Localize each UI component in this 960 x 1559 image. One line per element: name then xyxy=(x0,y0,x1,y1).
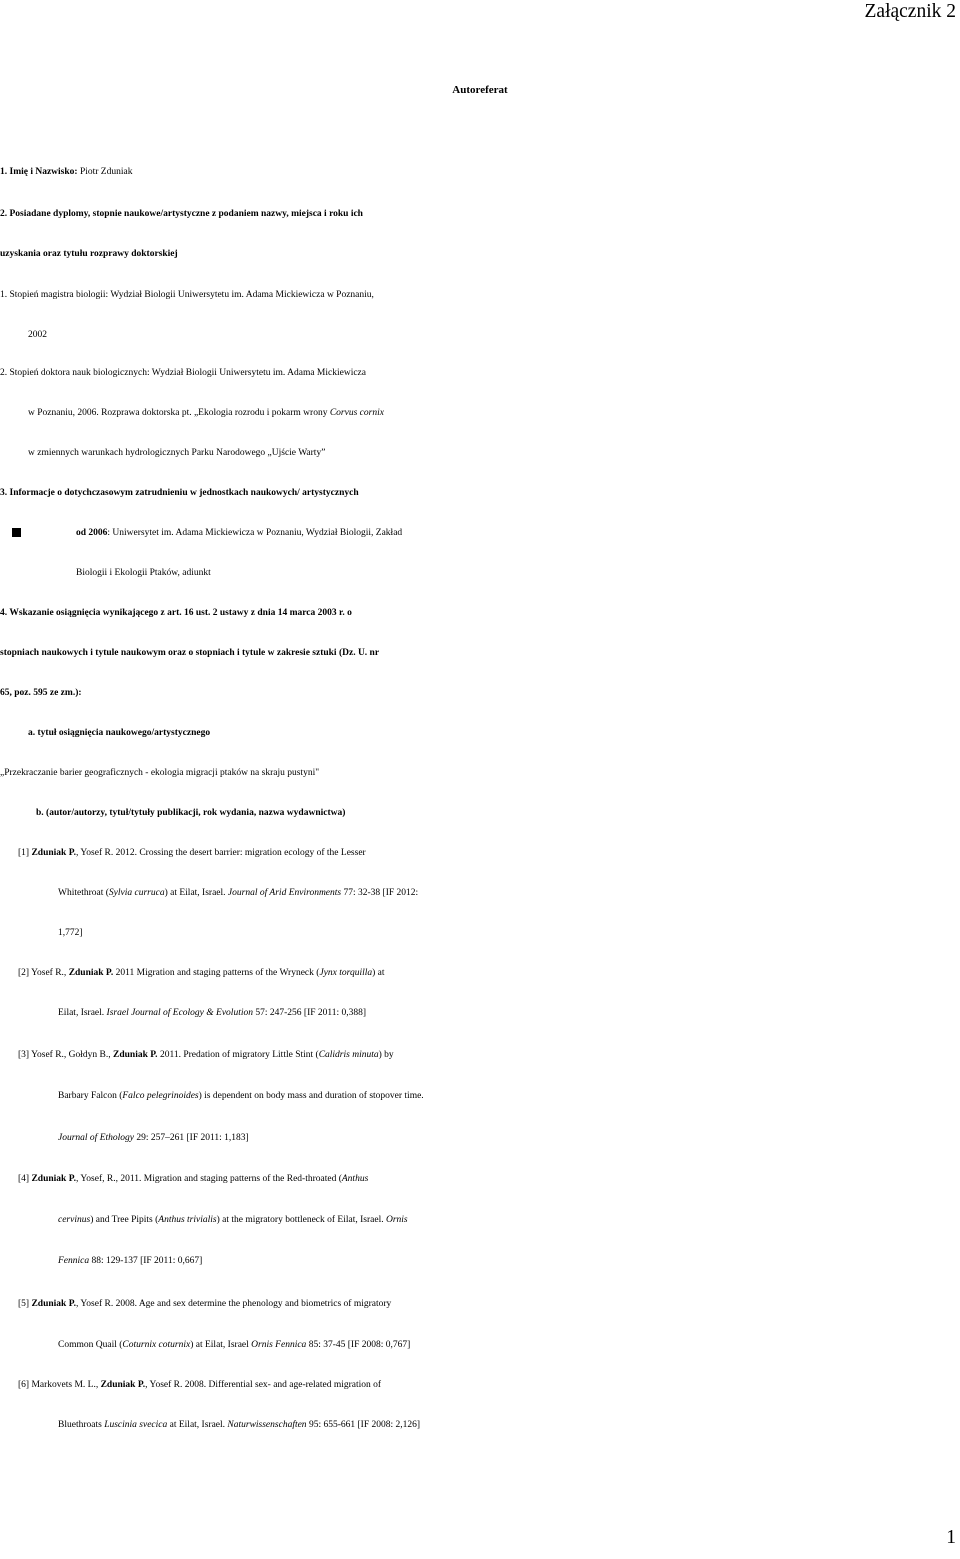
species-name: Calidris minuta xyxy=(318,1050,379,1060)
species-name: Luscinia svecica xyxy=(104,1420,168,1430)
pub-text: [2] Yosef R., xyxy=(18,968,69,978)
section-4-heading-line3: 65, poz. 595 ze zm.): xyxy=(0,688,82,698)
journal-name: Journal of Arid Environments xyxy=(227,888,342,898)
pub-text: 95: 655-661 [IF 2008: 2,126] xyxy=(306,1420,421,1430)
pub-text: 2011. Predation of migratory Little Stint ( xyxy=(157,1050,319,1060)
page-number: 1 xyxy=(946,1527,956,1548)
author-highlight: Zduniak P. xyxy=(113,1050,158,1060)
section-2-item-2-line2-text: w Poznaniu, 2006. Rozprawa doktorska pt. „Ekologia rozrodu i pokarm wrony xyxy=(28,408,328,418)
pub-text: 77: 32-38 [IF 2012: xyxy=(341,888,419,898)
pub-text: at Eilat, Israel. xyxy=(167,1420,228,1430)
section-2-heading-text1: 2. Posiadane dyplomy, stopnie naukowe/artystyczne z podaniem nazwy, miejsca i roku ich xyxy=(0,209,363,219)
pub-text: Whitethroat ( xyxy=(58,888,109,898)
annex-label: Załącznik 2 xyxy=(864,1,956,22)
publication-4-line1 xyxy=(18,1167,960,1191)
pub-text: 57: 247-256 [IF 2011: 0,388] xyxy=(252,1008,367,1018)
pub-text: Eilat, Israel. xyxy=(58,1008,107,1018)
pub-text: ) at the migratory bottleneck of Eilat, Israel. xyxy=(216,1215,386,1225)
section-1-value: Piotr Zduniak xyxy=(79,167,133,177)
pub-text: Barbary Falcon ( xyxy=(58,1091,123,1101)
pub-text: ) at Eilat, Israel. xyxy=(164,888,228,898)
publication-2-line2 xyxy=(58,1001,960,1025)
journal-name: Ornis xyxy=(385,1215,408,1225)
publication-1-line2 xyxy=(58,881,960,905)
pub-text: , Yosef R. 2012. Crossing the desert barrier: migration ecology of the Lesser xyxy=(76,848,366,858)
publication-5-line2 xyxy=(58,1333,960,1357)
species-name: Sylvia curruca xyxy=(108,888,165,898)
journal-name: Journal of Ethology xyxy=(58,1133,134,1143)
pub-text: ) by xyxy=(378,1050,394,1060)
species-name: Anthus trivialis xyxy=(158,1215,217,1225)
species-name: Coturnix coturnix xyxy=(122,1340,191,1350)
author-highlight: Zduniak P. xyxy=(100,1380,146,1390)
pub-text: 29: 257–261 [IF 2011: 1,183] xyxy=(134,1133,249,1143)
document-title: Autoreferat xyxy=(452,84,508,96)
section-4a-label: a. tytuł osiągnięcia naukowego/artystycznego xyxy=(28,728,211,738)
author-highlight: Zduniak P. xyxy=(31,1174,76,1184)
achievement-title: „Przekraczanie barier geograficznych - ekologia migracji ptaków na skraju pustyni" xyxy=(0,768,320,778)
pub-text: ) and Tree Pipits ( xyxy=(90,1215,159,1225)
pub-text: ) at Eilat, Israel xyxy=(190,1340,252,1350)
author-highlight: Zduniak P. xyxy=(31,1299,76,1309)
section-1 xyxy=(0,160,960,184)
journal-name: Fennica xyxy=(58,1256,90,1266)
publication-2-line1 xyxy=(18,961,960,985)
section-3-bullet-line2: Biologii i Ekologii Ptaków, adiunkt xyxy=(76,568,211,578)
section-2-heading-line1 xyxy=(0,202,960,226)
pub-text: [5] xyxy=(18,1299,32,1309)
employment-date: od 2006 xyxy=(76,528,108,538)
publication-3-line2 xyxy=(58,1084,960,1108)
section-3-heading: 3. Informacje o dotychczasowym zatrudnieniu w jednostkach naukowych/ artystycznych xyxy=(0,488,359,498)
publication-4-line2 xyxy=(58,1208,960,1232)
section-2-item-1-line2: 2002 xyxy=(28,330,47,340)
section-2-item-2-line3: w zmiennych warunkach hydrologicznych Parku Narodowego „Ujście Warty” xyxy=(28,448,326,458)
journal-name: Naturwissenschaften xyxy=(227,1420,307,1430)
pub-text: , Yosef R. 2008. Age and sex determine the phenology and biometrics of migratory xyxy=(76,1299,392,1309)
section-2-item-1-line1: 1. Stopień magistra biologii: Wydział Biologii Uniwersytetu im. Adama Mickiewicza w Poznaniu, xyxy=(0,290,374,300)
section-2-heading-line2: uzyskania oraz tytułu rozprawy doktorskiej xyxy=(0,249,178,259)
publication-4-line3 xyxy=(58,1249,960,1273)
publication-5-line1 xyxy=(18,1292,960,1316)
pub-text: Common Quail ( xyxy=(58,1340,123,1350)
pub-text: 85: 37-45 [IF 2008: 0,767] xyxy=(306,1340,411,1350)
pub-text: 88: 129-137 [IF 2011: 0,667] xyxy=(89,1256,203,1266)
section-2-item-2-line2 xyxy=(28,401,960,425)
species-name: cervinus xyxy=(58,1215,91,1225)
pub-text: , Yosef, R., 2011. Migration and staging patterns of the Red-throated ( xyxy=(76,1174,342,1184)
pub-text: [6] Markovets M. L., xyxy=(18,1380,101,1390)
pub-text: ) is dependent on body mass and duration of stopover time. xyxy=(198,1091,424,1101)
pub-text: [3] Yosef R., Gołdyn B., xyxy=(18,1050,114,1060)
pub-text: , Yosef R. 2008. Differential sex- and age-related migration of xyxy=(145,1380,382,1390)
publication-1-line3: 1,772] xyxy=(58,928,83,938)
author-highlight: Zduniak P. xyxy=(68,968,114,978)
journal-name: Israel Journal of Ecology & Evolution xyxy=(106,1008,253,1018)
publication-3-line1 xyxy=(18,1043,960,1067)
author-highlight: Zduniak P. xyxy=(31,848,76,858)
pub-text: ) at xyxy=(372,968,385,978)
section-4b-label: b. (autor/autorzy, tytuł/tytuły publikacji, rok wydania, nazwa wydawnictwa) xyxy=(36,808,346,818)
pub-text: [4] xyxy=(18,1174,32,1184)
journal-name: Ornis Fennica xyxy=(251,1340,307,1350)
publication-3-line3 xyxy=(58,1126,960,1150)
pub-text: 2011 Migration and staging patterns of the Wryneck ( xyxy=(113,968,320,978)
section-3-bullet xyxy=(0,521,960,545)
pub-text: Bluethroats xyxy=(58,1420,105,1430)
species-name: Anthus xyxy=(341,1174,369,1184)
publication-6-line1 xyxy=(18,1373,960,1397)
section-2-item-2-line1: 2. Stopień doktora nauk biologicznych: Wydział Biologii Uniwersytetu im. Adama Mickiewicza xyxy=(0,368,366,378)
pub-text: [1] xyxy=(18,848,32,858)
species-name: Falco pelegrinoides xyxy=(122,1091,199,1101)
employment-place: : Uniwersytet im. Adama Mickiewicza w Poznaniu, Wydział Biologii, Zakład xyxy=(107,528,403,538)
species-name: Jynx torquilla xyxy=(319,968,373,978)
publication-1-line1 xyxy=(18,841,960,865)
bullet-square-icon xyxy=(12,528,21,537)
section-4-heading-line2: stopniach naukowych i tytule naukowym oraz o stopniach i tytule w zakresie sztuki (Dz. U. nr xyxy=(0,648,380,658)
publication-6-line2 xyxy=(58,1413,960,1437)
section-1-label: 1. Imię i Nazwisko: xyxy=(0,167,78,177)
section-4-heading-line1: 4. Wskazanie osiągnięcia wynikającego z art. 16 ust. 2 ustawy z dnia 14 marca 2003 r. o xyxy=(0,608,352,618)
species-name: Corvus cornix xyxy=(329,408,384,418)
